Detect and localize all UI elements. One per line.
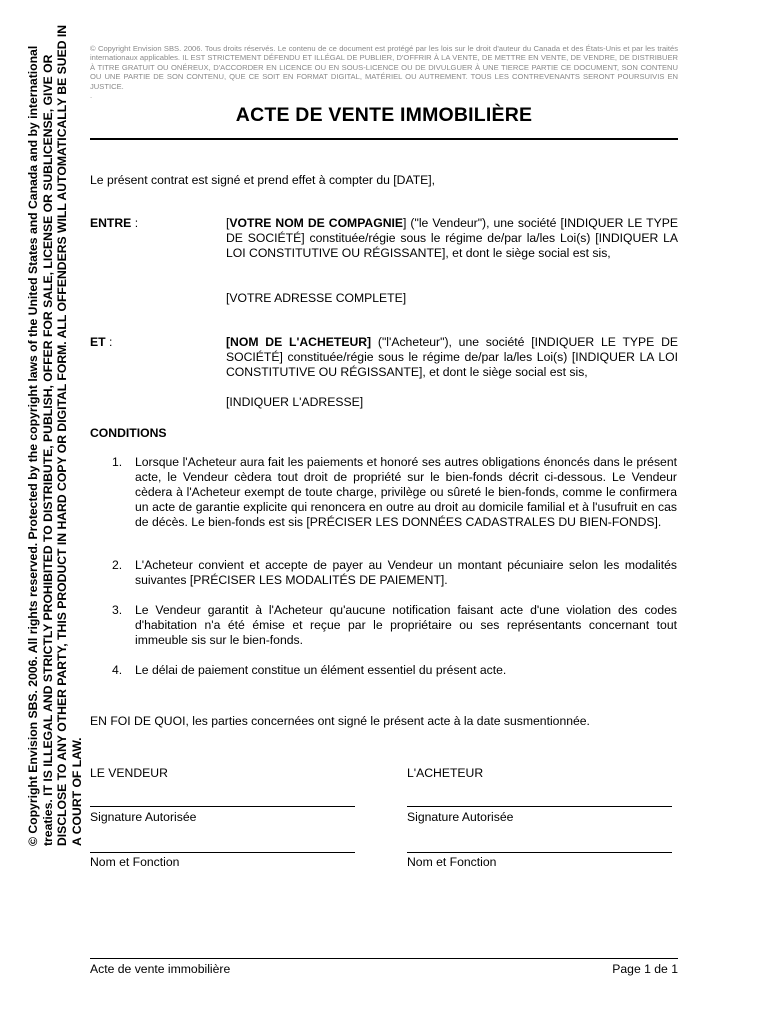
- footer-page-number: Page 1 de 1: [612, 962, 678, 976]
- title-rule: [90, 138, 678, 140]
- condition-number: 3.: [112, 603, 123, 617]
- seller-signature-label: Signature Autorisée: [90, 810, 197, 824]
- condition-text: L'Acheteur convient et accepte de payer au Vendeur un montant pécuniaire selon les modalités suivantes [PRÉCISER LES MODALITÉS DE PAIEMENT].: [135, 558, 677, 587]
- et-label: ET: [90, 335, 106, 349]
- party-seller-label: [90, 216, 220, 231]
- closing-statement: EN FOI DE QUOI, les parties concernées ont signé le présent acte à la date susmentionnée.: [90, 714, 590, 728]
- footer-document-name: Acte de vente immobilière: [90, 962, 231, 976]
- buyer-signature-line[interactable]: [407, 806, 672, 807]
- condition-text: Le délai de paiement constitue un élément essentiel du présent acte.: [135, 663, 507, 677]
- footer-rule: [90, 958, 678, 959]
- party-seller-address: [VOTRE ADRESSE COMPLETE]: [226, 291, 407, 305]
- conditions-heading: CONDITIONS: [90, 426, 167, 440]
- intro-paragraph: Le présent contrat est signé et prend effet à compter du [DATE],: [90, 173, 436, 187]
- party-buyer-description: [226, 335, 678, 380]
- seller-signature-line[interactable]: [90, 806, 355, 807]
- top-copyright-dot: .: [90, 91, 93, 101]
- document-title: ACTE DE VENTE IMMOBILIÈRE: [235, 104, 533, 126]
- buyer-name-line[interactable]: [407, 852, 672, 853]
- party-seller-description: [226, 216, 678, 261]
- seller-company-name: VOTRE NOM DE COMPAGNIE: [229, 216, 404, 230]
- top-copyright-notice: [90, 44, 678, 100]
- buyer-name: [NOM DE L'ACHETEUR]: [226, 335, 372, 349]
- buyer-signature-title: L'ACHETEUR: [407, 766, 484, 780]
- condition-number: 2.: [112, 558, 123, 572]
- et-desc-rest: ("l'Acheteur"), une société [INDIQUER LE TYPE DE SOCIÉTÉ] constituée/régie sous le régime de/par la/les Loi(s) [INDIQUER LA LOI CONSTITUTIVE OU RÉGISSANTE], et dont le siège social est sis,: [226, 335, 679, 379]
- party-buyer-address: [INDIQUER L'ADRESSE]: [226, 395, 364, 409]
- side-copyright-notice: [26, 14, 100, 846]
- condition-text: Le Vendeur garantit à l'Acheteur qu'aucune notification faisant acte d'une violation des codes d'habitation n'a été émise et reçue par le propriétaire ou ses représentants concernant tout immeuble sis sur le bien-fonds.: [135, 603, 677, 647]
- condition-text: Lorsque l'Acheteur aura fait les paiements et honoré ses autres obligations énoncés dans le présent acte, le Vendeur cèdera tout droit de propriété sur le bien-fonds décrit ci-dessous. Le Vendeur cèdera à l'Acheteur exempt de toute charge, privilège ou sûreté le bien-fonds, comme le confirmera un acte de garantie explicite qui renoncera en outre au droit au domicile familial et à l'usufruit en cas de décès. Le bien-fonds est sis [PRÉCISER LES DONNÉES CADASTRALES DU BIEN-FONDS].: [135, 455, 677, 529]
- top-copyright-text: © Copyright Envision SBS. 2006. Tous droits réservés. Le contenu de ce document est protégé par les lois sur le droit d'auteur du Canada et des États-Unis et par les traités internationaux applicables. IL EST STRICTEMENT DÉFENDU ET ILLÉGAL DE PUBLIER, D'OFFRIR À LA VENTE, DE METTRE EN VENTE, DE VENDRE, DE DISTRIBUER À TITRE GRATUIT OU ONÉREUX, D'ACCORDER EN LICENCE OU EN SOUS-LICENCE OU DE DIVULGUER À UNE TIERCE PARTIE CE DOCUMENT, SON CONTENU OU UNE PARTIE DE SON CONTENU, QUE CE SOIT EN FORMAT DIGITAL, MATÉRIEL OU AUTREMENT. TOUS LES CONTREVENANTS SERONT POURSUIVIS EN JUSTICE.: [90, 44, 678, 91]
- entre-desc-rest: ] ("le Vendeur"), une société [INDIQUER LE TYPE DE SOCIÉTÉ] constituée/régie sous le régime de/par la/les Loi(s) [INDIQUER LA LOI CONSTITUTIVE OU RÉGISSANTE], et dont le siège social est sis,: [226, 216, 678, 260]
- seller-name-line[interactable]: [90, 852, 355, 853]
- et-label-suffix: :: [105, 335, 113, 349]
- buyer-name-label: Nom et Fonction: [407, 855, 497, 869]
- condition-number: 1.: [112, 455, 123, 469]
- seller-signature-title: LE VENDEUR: [90, 766, 168, 780]
- condition-number: 4.: [112, 663, 123, 677]
- buyer-signature-label: Signature Autorisée: [407, 810, 514, 824]
- entre-desc-open: [: [226, 216, 230, 230]
- side-copyright-text: © Copyright Envision SBS. 2006. All rights reserved. Protected by the copyright laws of the United States and Canada and by international treaties. IT IS ILLEGAL AND STRICTLY PROHIBITED TO DISTRIBUTE, PUBLISH, OFFER FOR SALE, LICENSE OR SUBLICENSE, GIVE OR DISCLOSE TO ANY OTHER PARTY, THIS PRODUCT IN HARD COPY OR DIGITAL FORM. ALL OFFENDERS WILL AUTOMATICALLY BE SUED IN A COURT OF LAW.: [26, 24, 84, 846]
- seller-name-label: Nom et Fonction: [90, 855, 180, 869]
- entre-label-suffix: :: [131, 216, 139, 230]
- entre-label: ENTRE: [90, 216, 132, 230]
- party-buyer-label: [90, 335, 220, 350]
